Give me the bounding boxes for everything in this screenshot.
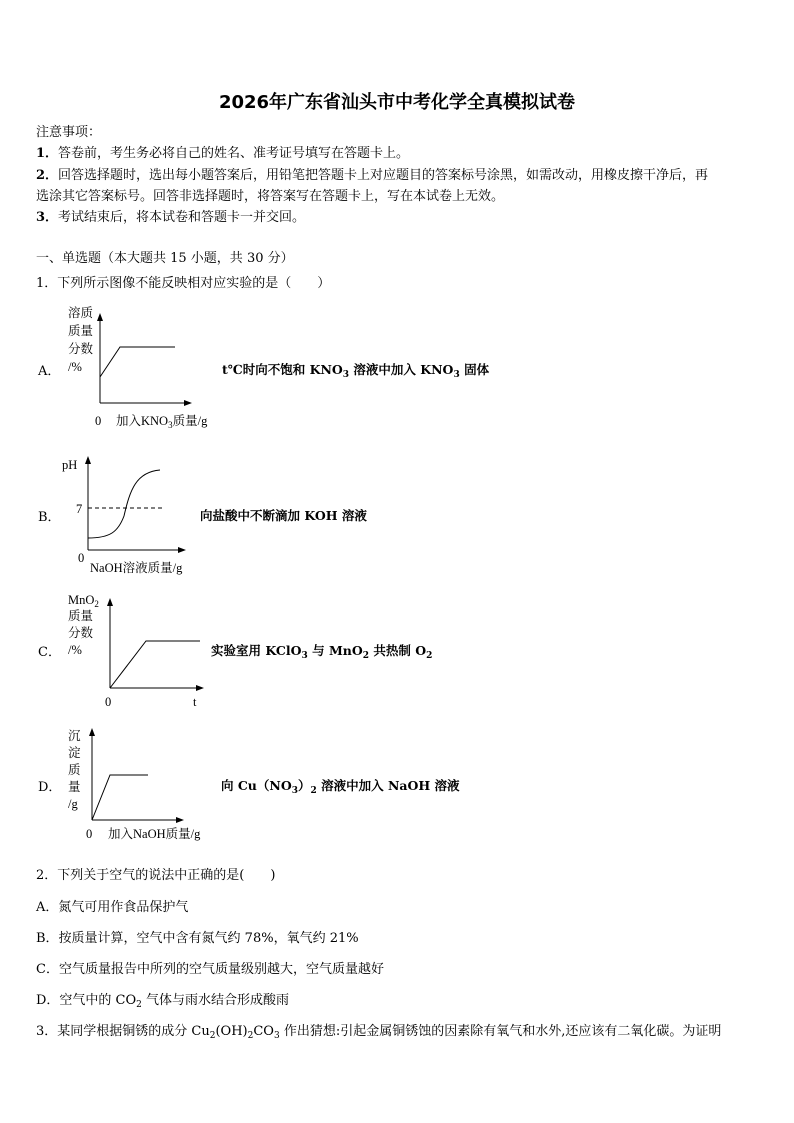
option-text: 气体与雨水结合形成酸雨 [141,993,290,1008]
option-sub: 2 [136,1000,142,1010]
stem-text: (OH) [215,1024,248,1039]
q2-option-c: C．空气质量报告中所列的空气质量级别越大，空气质量越好 [36,962,384,977]
graph-a-curve [100,347,175,377]
q1-stem: 1．下列所示图像不能反映相对应实验的是（ ） [36,276,331,291]
desc-sub: 3 [301,651,308,661]
q1-option-a-label: A． [38,364,61,379]
notice-item-text: 回答选择题时，选出每小题答案后，用铅笔把答题卡上对应题目的答案标号涂黑，如需改动，用橡皮擦干净后，再 [58,168,709,183]
desc-text: ） [297,778,311,793]
stem-text: CO [253,1024,274,1039]
graph-c-ylabel-2: 分数 [68,626,94,640]
desc-text: 与 MnO [307,643,363,658]
q1-option-a-desc [222,360,489,378]
desc-text: 固体 [459,362,490,377]
graph-d-xlabel: 加入NaOH质量/g [108,827,201,841]
notice-item-3 [36,206,305,225]
desc-text: 实验室用 KClO [211,643,302,658]
q1-option-b-label: B． [38,510,61,525]
graph-a-origin: 0 [95,414,102,428]
notice-item-1 [36,142,409,161]
graph-b-curve [88,470,160,538]
notice-item-text: 考试结束后，将本试卷和答题卡一并交回。 [58,210,306,225]
graph-b-xlabel: NaOH溶液质量/g [90,561,183,575]
graph-d-ylabel-2: 淀 [68,746,81,760]
q2-option-d [36,989,289,1008]
desc-sub: 3 [453,370,460,380]
graph-b-y-arrow-icon [85,456,91,464]
graph-c-ylabel-top: MnO$_2$ [68,593,99,609]
q1-graph-a [60,305,240,435]
q2-option-b: B．按质量计算，空气中含有氮气约 78%，氧气约 21% [36,931,359,946]
graph-c-ylabel-1: 质量 [68,609,94,623]
graph-a-y-arrow-icon [97,313,103,321]
stem-text: 作出猜想:引起金属铜锈蚀的因素除有氧气和水外,还应该有二氧化碳。为证明 [279,1024,722,1039]
graph-b-ref-label: 7 [76,502,83,516]
graph-a-ylabel-2: 质量 [68,324,94,338]
q1-option-b-desc: 向盐酸中不断滴加 KOH 溶液 [200,508,367,523]
graph-b-x-arrow-icon [178,547,186,553]
notice-item-number: 3． [36,210,59,225]
desc-text: t℃时向不饱和 KNO [222,362,343,377]
page-title: 2026年广东省汕头市中考化学全真模拟试卷 [218,92,576,113]
graph-d-y-arrow-icon [89,728,95,736]
desc-text: 溶液中加入 KNO [349,362,454,377]
stem-sub: 2 [209,1031,216,1041]
graph-c-x-arrow-icon [196,685,204,691]
q3-stem [36,1020,721,1039]
desc-sub: 2 [310,786,317,796]
section-heading: 一、单选题（本大题共 15 小题，共 30 分） [36,251,294,266]
q1-graph-c [60,590,220,715]
q1-option-d-desc [221,776,460,794]
q1-option-d-label: D． [38,780,62,795]
graph-a-ylabel-4: /% [68,360,82,374]
desc-sub: 3 [291,786,298,796]
q1-option-c-label: C． [38,645,61,660]
notice-item-text: 选涂其它答案标号。回答非选择题时，将答案写在答题卡上，写在本试卷上无效。 [36,189,505,204]
graph-b-origin: 0 [78,551,85,565]
notice-item-number: 1． [36,146,59,161]
q1-graph-d [60,722,230,847]
desc-sub: 3 [342,370,350,380]
desc-text: 向 Cu（NO [221,778,292,793]
stem-sub: 2 [247,1031,254,1041]
q1-option-c-desc [211,641,432,659]
notice-item-text: 答卷前，考生务必将自己的姓名、准考证号填写在答题卡上。 [58,146,410,161]
graph-c-y-arrow-icon [107,598,113,606]
graph-d-origin: 0 [86,827,93,841]
desc-text: 共热制 O [369,643,427,658]
notice-item-2-cont [36,185,504,204]
graph-d-curve [92,775,148,820]
q2-stem: 2．下列关于空气的说法中正确的是( ) [36,868,276,883]
graph-d-ylabel-5: /g [68,797,78,811]
desc-sub: 2 [362,651,370,661]
graph-c-ylabel-3: /% [68,643,82,657]
graph-c-origin: 0 [105,695,112,709]
desc-sub: 2 [426,651,433,661]
notice-heading: 注意事项： [36,125,102,140]
graph-a-ylabel-1: 溶质 [68,306,94,320]
graph-b-ylabel: pH [62,458,78,472]
graph-d-ylabel-1: 沉 [68,729,81,743]
stem-text: 3．某同学根据铜锈的成分 Cu [36,1024,210,1039]
graph-a-ylabel-3: 分数 [68,342,94,356]
graph-c-curve [110,641,200,688]
notice-item-2 [36,164,708,183]
graph-a-xlabel: 加入$KNO_3$质量/g [116,414,208,430]
graph-d-ylabel-3: 质 [68,763,81,777]
graph-d-x-arrow-icon [176,817,184,823]
graph-d-ylabel-4: 量 [68,780,81,794]
notice-item-number: 2． [36,168,59,183]
q2-option-a: A．氮气可用作食品保护气 [36,900,189,915]
option-text: D．空气中的 CO [36,993,137,1008]
graph-a-x-arrow-icon [184,400,192,406]
stem-sub: 3 [273,1031,280,1041]
desc-text: 溶液中加入 NaOH 溶液 [316,778,460,793]
graph-c-xlabel: t [193,695,197,709]
